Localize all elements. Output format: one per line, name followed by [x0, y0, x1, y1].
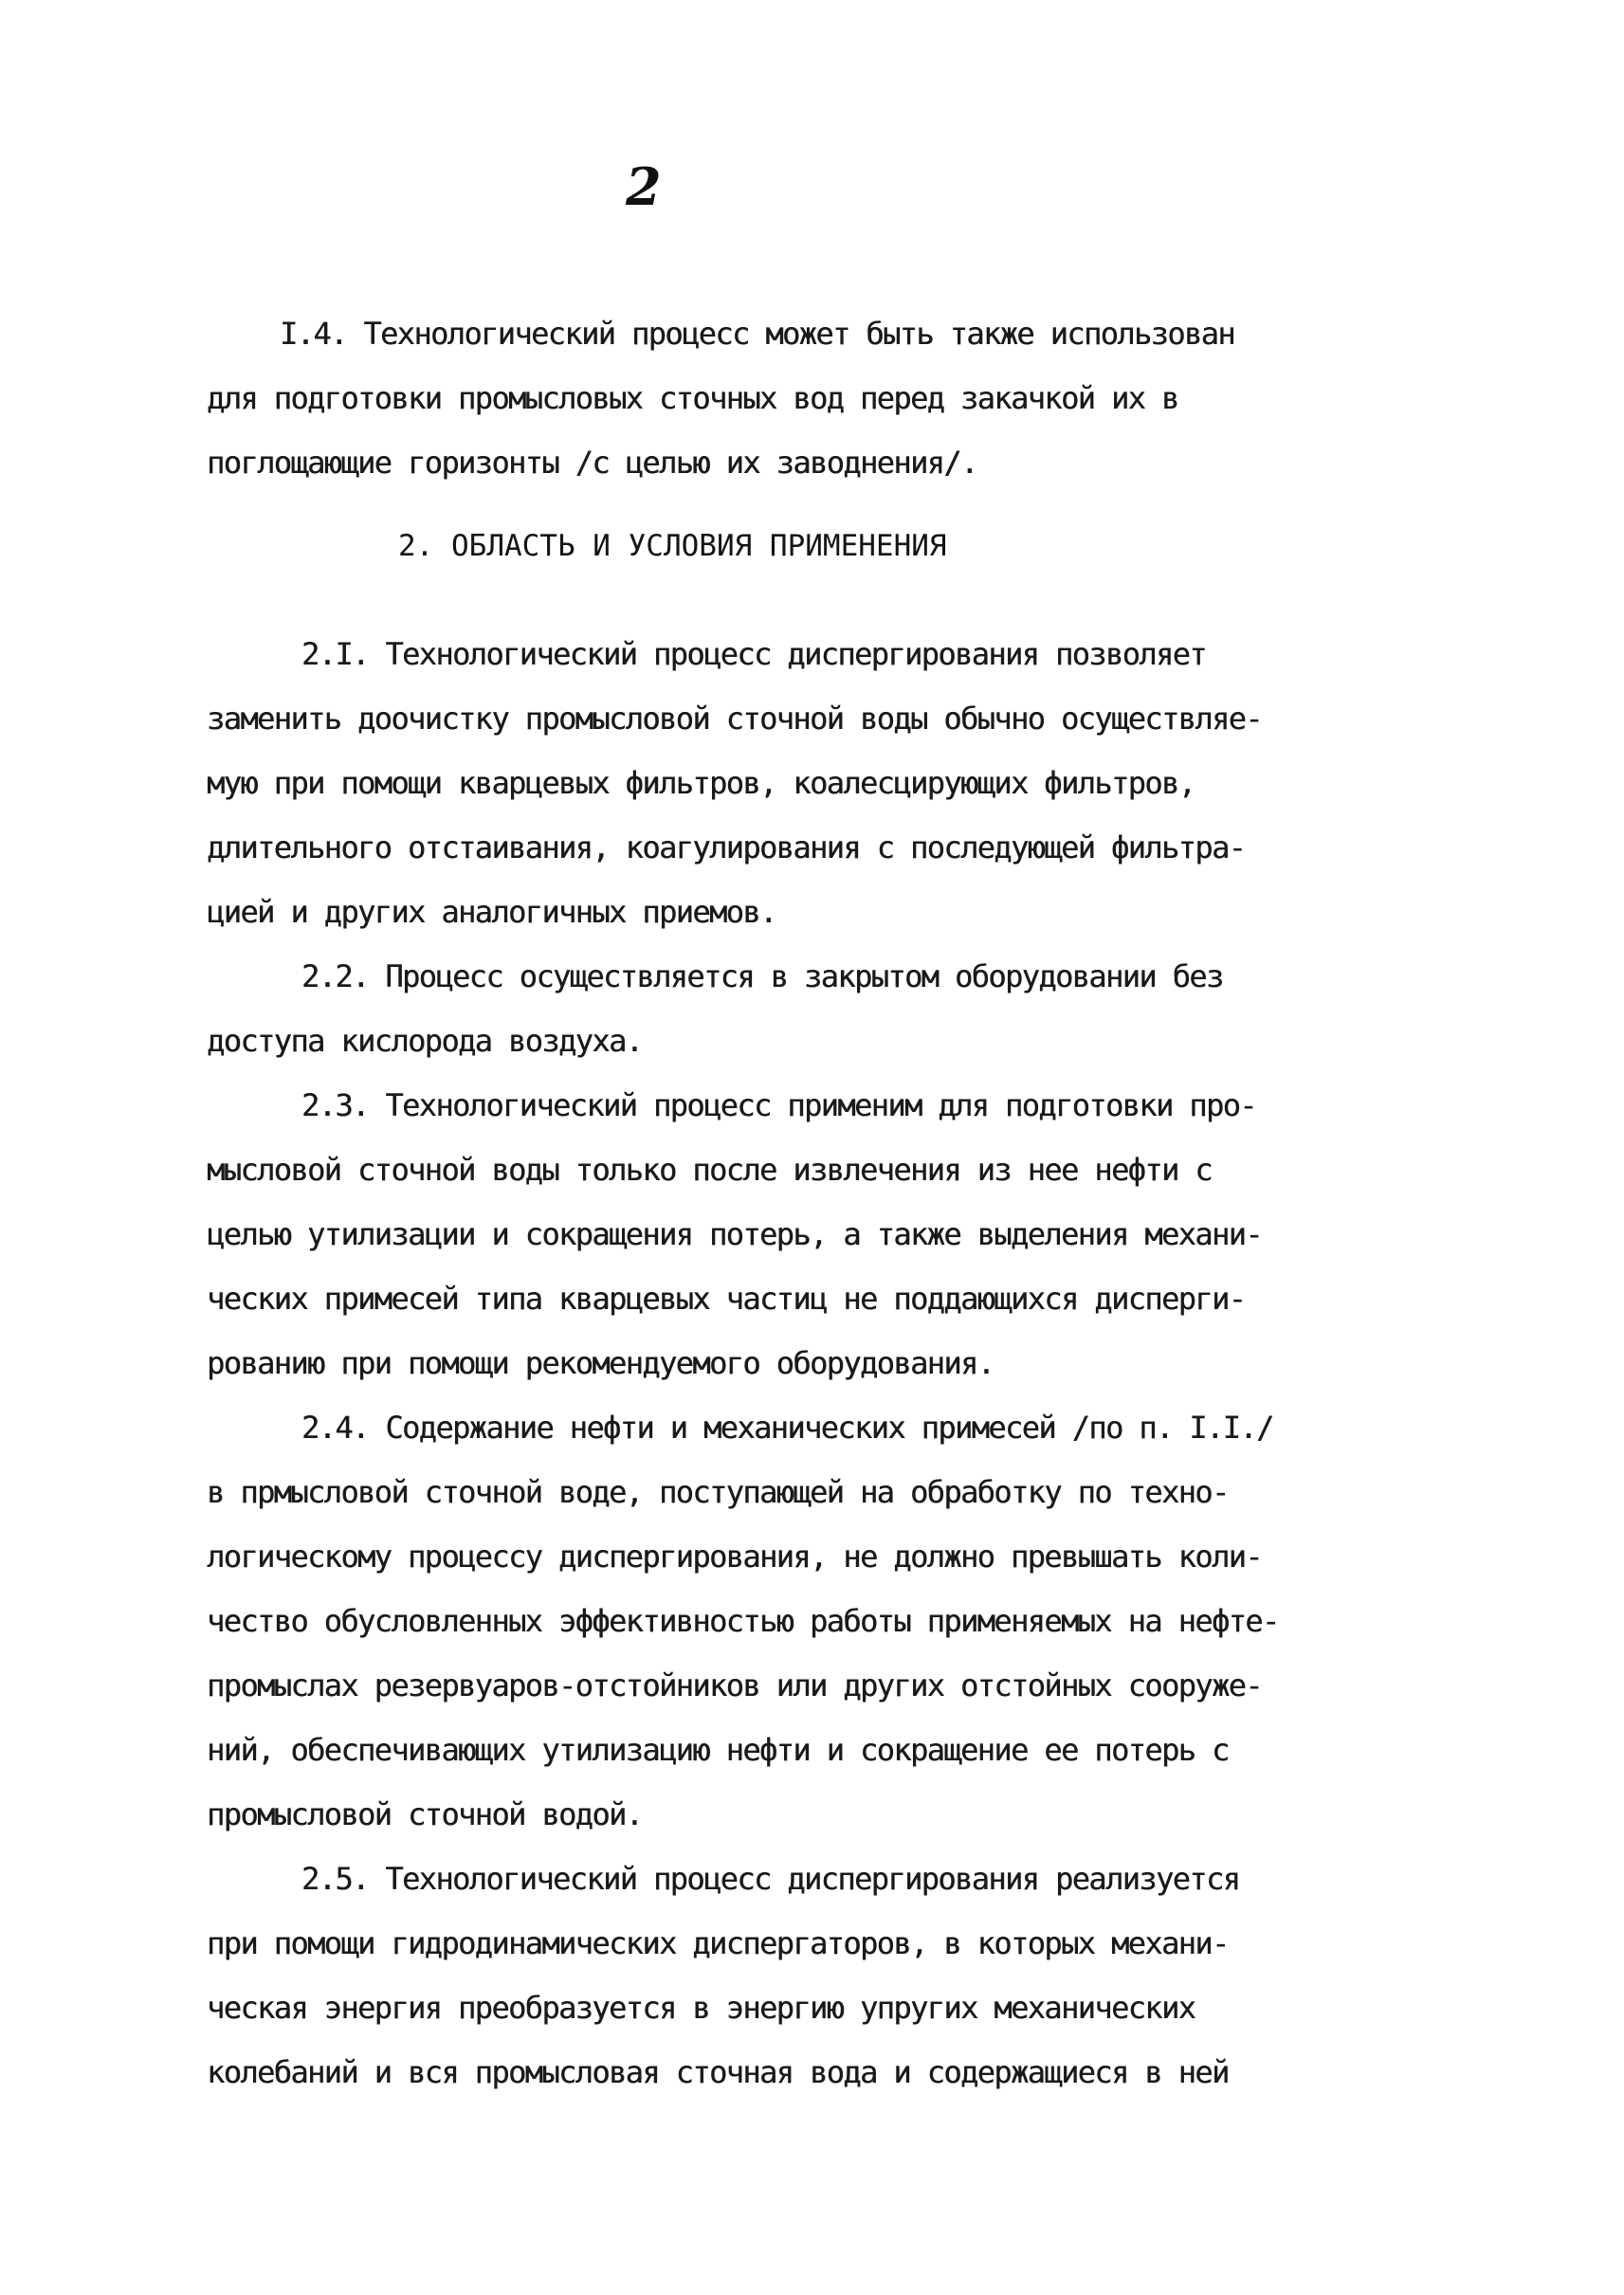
text-line: в прмысловой сточной воде, поступающей на обработку по техно-: [207, 1474, 1229, 1510]
text-line: доступа кислорода воздуха.: [207, 1023, 643, 1059]
text-line: цией и других аналогичных приемов.: [207, 894, 776, 930]
text-line: логическому процессу диспергирования, не должно превышать коли-: [207, 1539, 1262, 1575]
text-line: ческая энергия преобразуется в энергию упругих механических: [207, 1990, 1195, 2026]
text-line: мую при помощи кварцевых фильтров, коалесцирующих фильтров,: [207, 765, 1195, 801]
text-line: ческих примесей типа кварцевых частиц не поддающихся дисперги-: [207, 1281, 1246, 1317]
text-line: целью утилизации и сокращения потерь, а также выделения механи-: [207, 1216, 1262, 1252]
page-number: 2: [626, 156, 662, 217]
text-line: 2.3. Технологический процесс применим для подготовки про-: [301, 1087, 1256, 1123]
text-line: для подготовки промысловых сточных вод перед закачкой их в: [207, 380, 1178, 416]
text-line: промыслах резервуаров-отстойников или других отстойных сооруже-: [207, 1667, 1262, 1703]
section-heading: 2. ОБЛАСТЬ И УСЛОВИЯ ПРИМЕНЕНИЯ: [398, 529, 947, 563]
text-line: 2.4. Содержание нефти и механических примесей /по п. I.I./: [301, 1410, 1273, 1446]
text-line: длительного отстаивания, коагулирования с последующей фильтра-: [207, 829, 1246, 865]
text-line: рованию при помощи рекомендуемого оборудования.: [207, 1345, 994, 1381]
text-line: 2.I. Технологический процесс диспергирования позволяет: [301, 636, 1206, 672]
text-line: ний, обеспечивающих утилизацию нефти и сокращение ее потерь с: [207, 1732, 1229, 1768]
text-line: мысловой сточной воды только после извлечения из нее нефти с: [207, 1152, 1212, 1188]
text-line: 2.5. Технологический процесс диспергирования реализуется: [301, 1861, 1240, 1897]
text-line: промысловой сточной водой.: [207, 1796, 643, 1832]
text-line: при помощи гидродинамических диспергаторов, в которых механи-: [207, 1925, 1229, 1961]
text-line: I.4. Технологический процесс может быть также использован: [280, 316, 1234, 352]
text-line: колебаний и вся промысловая сточная вода и содержащиеся в ней: [207, 2054, 1229, 2090]
text-line: поглощающие горизонты /с целью их заводнения/.: [207, 445, 977, 481]
text-line: 2.2. Процесс осуществляется в закрытом оборудовании без: [301, 958, 1223, 994]
text-line: заменить доочистку промысловой сточной воды обычно осуществляе-: [207, 701, 1262, 737]
text-line: чество обусловленных эффективностью работы применяемых на нефте-: [207, 1603, 1279, 1639]
